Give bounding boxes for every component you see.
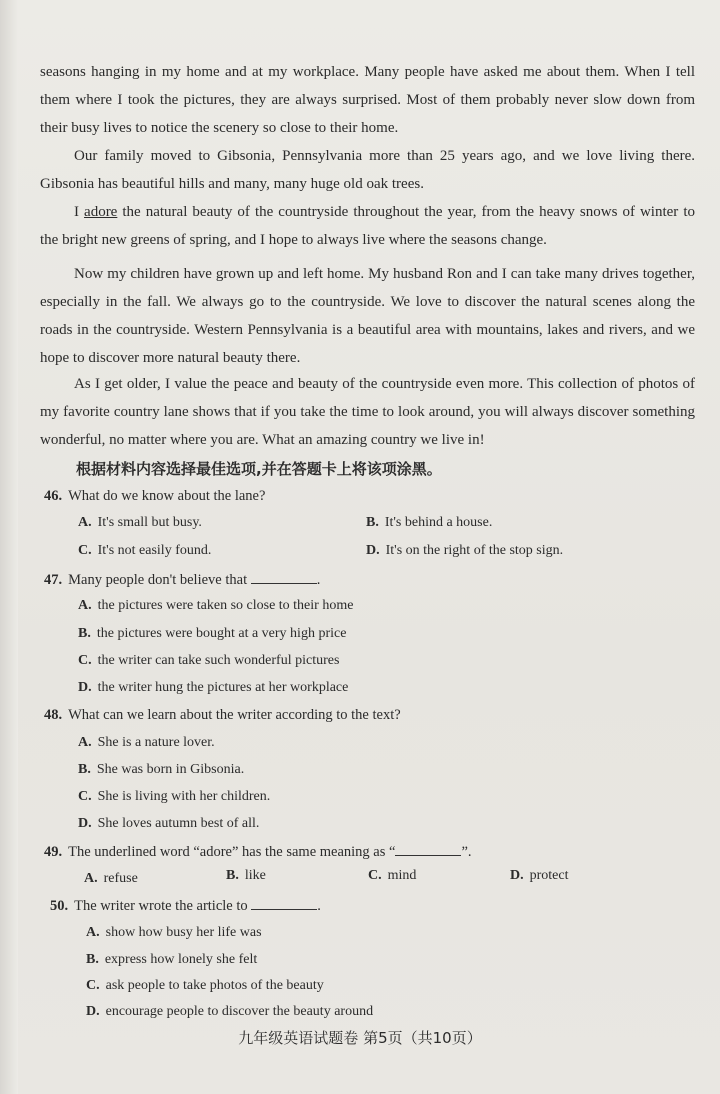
question-text-end: . [316, 572, 321, 588]
option-48-a[interactable] [78, 735, 215, 751]
option-text: She was born in Gibsonia. [96, 762, 245, 777]
option-47-d[interactable] [78, 680, 348, 696]
question-46 [44, 488, 265, 505]
option-46-b[interactable] [366, 515, 492, 531]
p2-before: I [74, 204, 85, 220]
option-50-c[interactable] [86, 978, 324, 994]
option-letter: C. [78, 789, 92, 804]
option-letter: A. [78, 598, 92, 613]
option-48-d[interactable] [78, 816, 259, 832]
question-48 [44, 707, 401, 724]
option-text: like [244, 868, 266, 883]
underlined-word-adore: adore [84, 204, 118, 220]
option-letter: B. [78, 626, 91, 641]
option-letter: C. [368, 868, 382, 883]
answer-blank [251, 571, 317, 584]
instruction-text: 根据材料内容选择最佳选项,并在答题卡上将该项涂黑。 [76, 460, 442, 478]
option-49-d[interactable] [510, 868, 569, 884]
question-text: What can we learn about the writer according to the text? [68, 707, 401, 723]
question-number: 46. [44, 488, 63, 504]
passage-paragraph-0: seasons hanging in my home and at my workplace. Many people have asked me about them. When I tell them where I took the pictures, they are always surprised. Most of them probably never slow down from their busy lives to notice the scenery so close to their home. [40, 64, 695, 136]
option-text: It's small but busy. [97, 515, 202, 530]
option-letter: D. [510, 868, 524, 883]
option-46-d[interactable] [366, 543, 563, 559]
option-text: It's not easily found. [97, 543, 212, 558]
option-text: protect [529, 868, 569, 883]
option-letter: C. [86, 978, 100, 993]
question-number: 50. [50, 898, 69, 914]
question-text: The writer wrote the article to [74, 898, 248, 914]
question-number: 48. [44, 707, 63, 723]
option-letter: C. [78, 653, 92, 668]
option-letter: A. [78, 735, 92, 750]
option-47-c[interactable] [78, 653, 339, 669]
option-text: ask people to take photos of the beauty [105, 978, 324, 993]
question-49 [44, 843, 472, 861]
option-49-a[interactable] [84, 871, 138, 887]
option-text: express how lonely she felt [104, 952, 258, 967]
question-text-end: . [317, 898, 321, 914]
passage-paragraph-3: Now my children have grown up and left home. My husband Ron and I can take many drives together, especially in the fall. We always go to the countryside. We love to discover the natural scenes along the roads in the countryside. Western Pennsylvania is a beautiful area with mountains, lakes and rivers, and we hope to discover more natural beauty there. [40, 266, 695, 366]
option-text: the writer can take such wonderful pictures [97, 653, 340, 668]
option-50-b[interactable] [86, 952, 257, 968]
question-text-end: ”. [461, 844, 472, 860]
option-text: She loves autumn best of all. [97, 816, 260, 831]
answer-blank [395, 843, 461, 856]
option-46-a[interactable] [78, 515, 202, 531]
option-letter: D. [366, 543, 380, 558]
option-letter: D. [86, 1004, 100, 1019]
page-shadow [0, 0, 18, 1094]
option-50-a[interactable] [86, 925, 262, 941]
option-text: mind [387, 868, 417, 883]
option-48-c[interactable] [78, 789, 270, 805]
option-text: refuse [103, 871, 138, 886]
option-letter: B. [226, 868, 239, 883]
option-letter: B. [366, 515, 379, 530]
question-text: The underlined word “adore” has the same meaning as “ [68, 844, 396, 860]
option-letter: D. [78, 680, 92, 695]
option-50-d[interactable] [86, 1004, 373, 1020]
question-text: Many people don't believe that [68, 572, 248, 588]
option-text: the pictures were bought at a very high price [96, 626, 347, 641]
option-49-c[interactable] [368, 868, 416, 884]
option-text: encourage people to discover the beauty around [105, 1004, 374, 1019]
option-48-b[interactable] [78, 762, 244, 778]
question-number: 47. [44, 572, 63, 588]
option-letter: D. [78, 816, 92, 831]
question-text: What do we know about the lane? [68, 488, 266, 504]
option-47-a[interactable] [78, 598, 353, 614]
option-49-b[interactable] [226, 868, 266, 884]
answer-blank [251, 897, 317, 910]
question-number: 49. [44, 844, 63, 860]
passage-paragraph-2 [40, 198, 695, 254]
option-text: It's on the right of the stop sign. [385, 543, 564, 558]
option-46-c[interactable] [78, 543, 211, 559]
p2-after: the natural beauty of the countryside throughout the year, from the heavy snows of winter to the bright new greens of spring, and I hope to always live where the seasons change. [40, 204, 695, 248]
passage-paragraph-4: As I get older, I value the peace and beauty of the countryside even more. This collection of photos of my favorite country lane shows that if you take the time to look around, you will always discover something wonderful, no matter where you are. What an amazing country we live in! [40, 376, 695, 448]
option-47-b[interactable] [78, 626, 346, 642]
question-50 [50, 897, 321, 915]
option-letter: B. [86, 952, 99, 967]
option-text: She is a nature lover. [97, 735, 215, 750]
option-text: the writer hung the pictures at her workplace [97, 680, 349, 695]
option-letter: C. [78, 543, 92, 558]
option-letter: A. [84, 871, 98, 886]
passage-paragraph-1: Our family moved to Gibsonia, Pennsylvania more than 25 years ago, and we love living there. Gibsonia has beautiful hills and many, many huge old oak trees. [40, 148, 695, 192]
option-letter: A. [78, 515, 92, 530]
question-47 [44, 571, 320, 589]
option-text: the pictures were taken so close to their home [97, 598, 354, 613]
option-letter: A. [86, 925, 100, 940]
option-text: It's behind a house. [384, 515, 493, 530]
page-footer: 九年级英语试题卷 第5页（共10页） [238, 1029, 482, 1047]
option-text: She is living with her children. [97, 789, 271, 804]
option-letter: B. [78, 762, 91, 777]
option-text: show how busy her life was [105, 925, 262, 940]
